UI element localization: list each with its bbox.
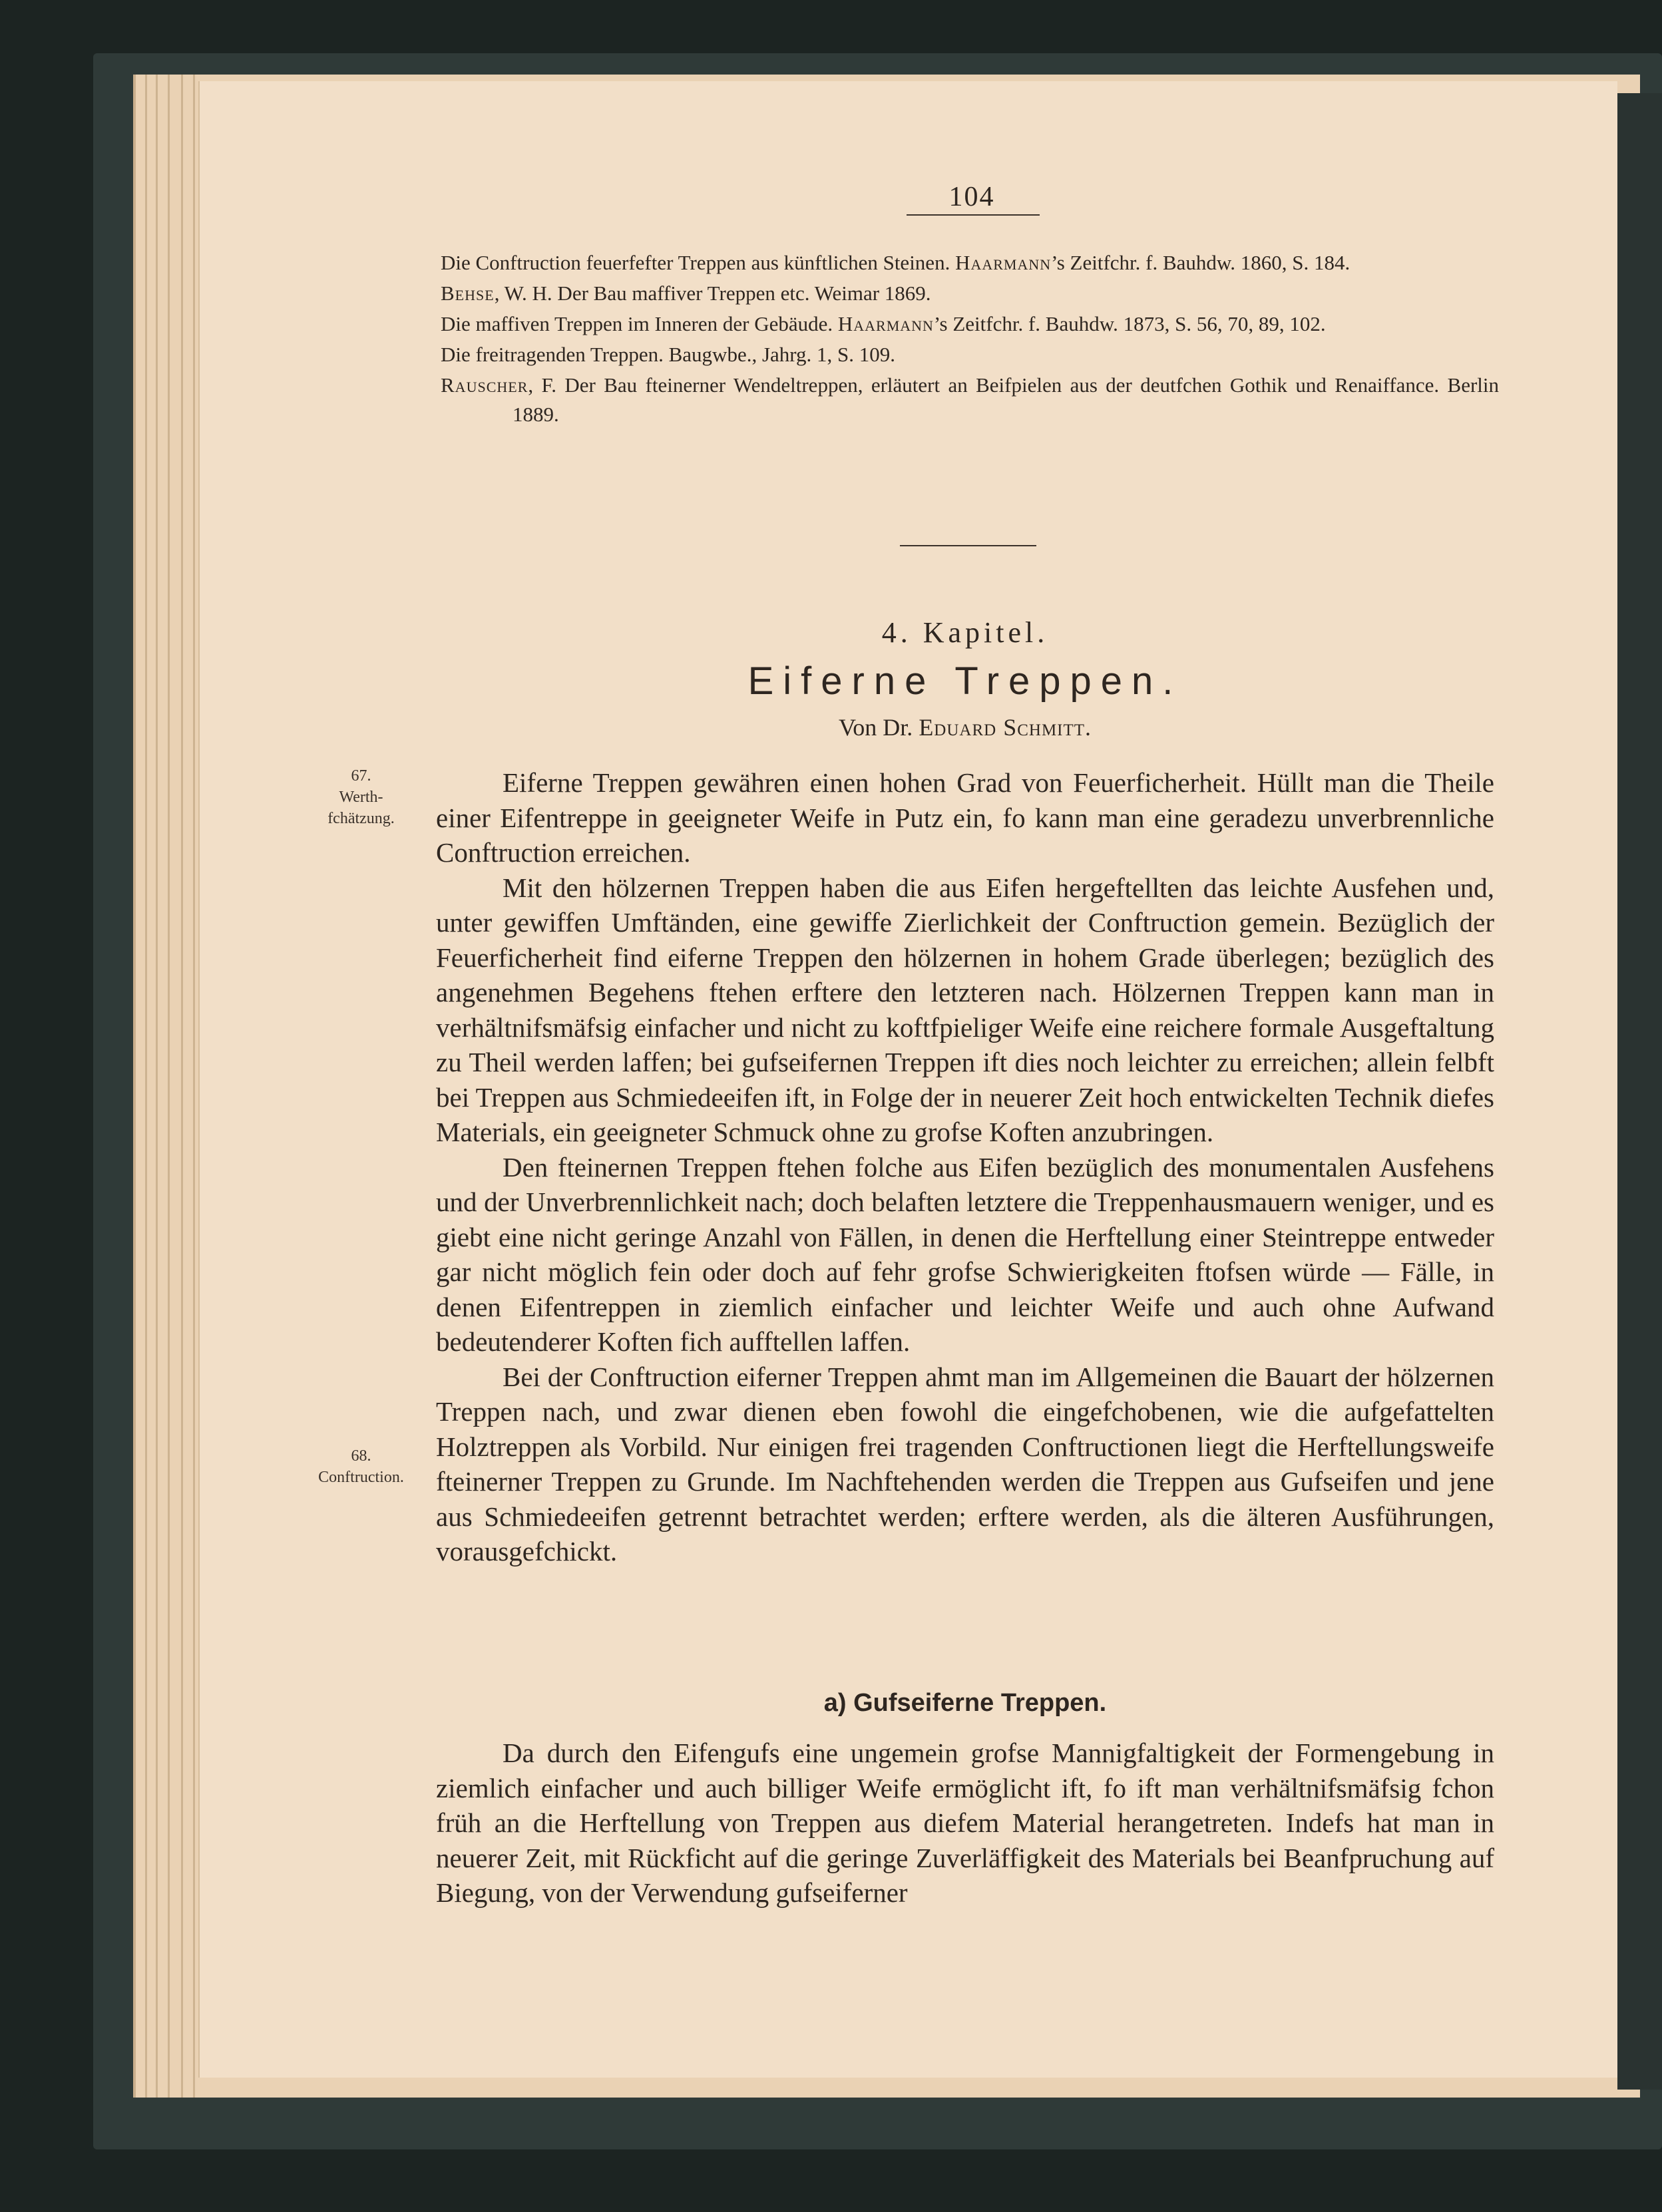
section-divider [900,545,1036,546]
page-number-rule [907,214,1040,216]
paragraph: Eiferne Treppen gewähren einen hohen Grad von Feuerficherheit. Hüllt man die Theile einer Eifentreppe in geeigneter Weife in Putz ein, fo kann man eine geradezu unverbrennliche Conftruction erreichen. [436,767,1494,868]
paragraph: Da durch den Eifengufs eine ungemein grofse Mannigfaltigkeit der Formengebung in ziemlich einfacher und auch billiger Weife ermöglicht ift, fo ift man verhältnifsmäfsig fchon früh an die Herftellung von Treppen aus diefem Material herangetreten. Indefs hat man in neuerer Zeit, mit Rückficht auf die geringe Zuverläffigkeit des Materials bei Beanfpruchung auf Biegung, von der Verwendung gufseiferner [436,1738,1494,1908]
chapter-title: Eiferne Treppen. [747,659,1183,703]
margin-note: 67. Werth- fchätzung. [327,767,395,827]
page-number: 104 [948,182,995,212]
paragraph: Bei der Conftruction eiferner Treppen ahmt man im Allgemeinen die Bauart der hölzernen Treppen nach, und zwar dienen eben fowohl die eingefchobenen, wie die aufgefattelten Holztreppen als Vorbild. Nur einigen frei tragenden Conftructionen liegt die Herftellungsweife fteinerner Treppen zu Grunde. Im Nachftehenden werden die Treppen aus Gufseifen und jene aus Schmiedeeifen getrennt betrachtet werden; erftere werden, als die älteren Ausführungen, vorausgefchickt. [436,1361,1494,1567]
bibliography-entry: Die freitragenden Treppen. Baugwbe., Jahrg. 1, S. 109. [441,343,896,366]
section-heading: a) Gufseiferne Treppen. [823,1689,1107,1717]
chapter-number: 4. Kapitel. [881,616,1049,649]
bibliography-entry: Die Conftruction feuerfefter Treppen aus künftlichen Steinen. Haarmann’s Zeitfchr. f. Bauhdw. 1860, S. 184. [441,251,1350,274]
main-text [436,765,1494,1569]
facing-page-edge [1617,93,1662,2090]
chapter-author: Von Dr. Eduard Schmitt. [838,714,1092,741]
bibliography-entry: Behse, W. H. Der Bau maffiver Treppen etc. Weimar 1869. [441,281,931,305]
bibliography-entry: Die maffiven Treppen im Inneren der Gebäude. Haarmann’s Zeitfchr. f. Bauhdw. 1873, S. 56, 70, 89, 102. [441,312,1326,335]
bibliography-entry: Rauscher, F. Der Bau fteinerner Wendeltreppen, erläutert an Beifpielen aus der deutfchen Gothik und Renaiffance. Berlin 1889. [441,373,1499,426]
paragraph: Mit den hölzernen Treppen haben die aus Eifen hergeftellten das leichte Ausfehen und, unter gewiffen Umftänden, eine gewiffe Zierlichkeit der Conftruction gemein. Bezüglich der Feuerficherheit find eiferne Treppen den hölzernen in hohem Grade überlegen; bezüglich des angenehmen Begehens ftehen erftere den letzteren nach. Hölzernen Treppen kann man in verhältnifsmäfsig einfacher und nicht zu koftfpieliger Weife eine reichere formale Ausgeftaltung zu Theil werden laffen; bei gufseifernen Treppen ift dies noch leichter zu erreichen; allein felbft bei Treppen aus Schmiedeeifen ift, in Folge der in neuerer Zeit hoch entwickelten Technik diefes Materials, ein geeigneter Schmuck ohne zu grofse Koften anzubringen. [436,872,1494,1147]
paragraph: Den fteinernen Treppen ftehen folche aus Eifen bezüglich des monumentalen Ausfehens und der Unverbrennlichkeit nach; doch belaften letztere die Treppenhausmauern weniger, und es giebt eine nicht geringe Anzahl von Fällen, in denen die Herftellung einer Steintreppe entweder gar nicht möglich fein oder doch auf fehr grofse Schwierigkeiten ftofsen würde — Fälle, in denen Eifentreppen in ziemlich einfacher und leichter Weife und auch ohne Aufwand bedeutenderer Koften fich aufftellen laffen. [436,1151,1494,1357]
section-text [436,1736,1494,1911]
bibliography [441,248,1499,431]
margin-note: 68. Conftruction. [318,1447,404,1486]
